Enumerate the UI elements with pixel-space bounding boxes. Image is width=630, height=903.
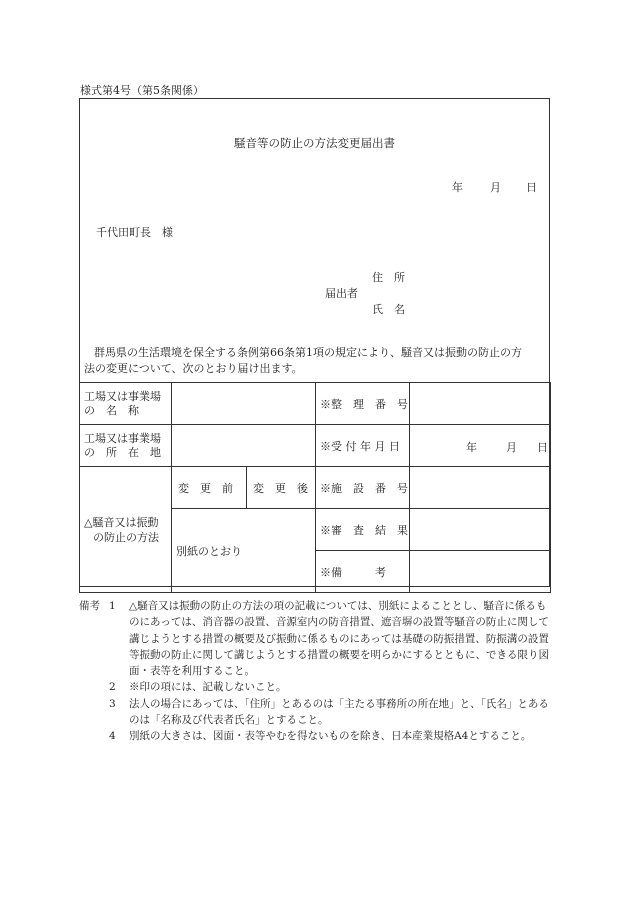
note-item: 4 別紙の大きさは、図面・表等やむを得ないものを除き、日本産業規格A4とすること。	[109, 730, 532, 743]
remarks-field	[410, 551, 551, 593]
ref-no-label: ※整 理 番 号	[316, 383, 410, 425]
received-date-field: 年 月 日	[410, 425, 551, 467]
form-table	[79, 382, 551, 593]
facility-name-field[interactable]	[172, 383, 316, 425]
note-item: 備考 1 △騒音又は振動の防止の方法の項の記載については、別紙によることとし、騒音に係るものにあっては、消音器の設置、音源室内の防音措置、遮音塀の設置等騒音の防止に関して講じようとする措置の概要及び振動に係るものにあっては基礎の防振措置、防振溝の設置等振動の防止に関して講じようとする措置の概要を明らかにするとともに、できる限り図面・表等を利用すること。	[79, 598, 554, 679]
attached-sheet-note: 別紙のとおり	[172, 509, 316, 593]
notes-heading: 備考	[79, 600, 100, 612]
remarks-label: ※備 考	[316, 551, 410, 593]
note-item: 3 法人の場合にあっては、「住所」とあるのは「主たる事務所の所在地」と、「氏名」とあるのは「名称及び代表者氏名」とすること。	[109, 697, 549, 727]
facility-no-field	[410, 467, 551, 509]
date-day: 日	[526, 181, 537, 194]
received-date-label: ※受 付 年 月 日	[316, 425, 410, 467]
form-title: 騒音等の防止の方法変更届出書	[234, 136, 395, 150]
notes-section	[79, 598, 554, 745]
facility-location-field[interactable]	[172, 425, 316, 467]
form-frame	[79, 98, 550, 587]
before-header: 変 更 前	[172, 467, 247, 509]
form-reference: 様式第4号（第5条関係）	[80, 84, 204, 97]
after-header: 変 更 後	[247, 467, 316, 509]
facility-name-label: 工場又は事業場 の 名 称	[80, 383, 172, 425]
review-result-field	[410, 509, 551, 551]
applicant-name-label: 氏 名	[372, 303, 405, 316]
date-year: 年	[452, 181, 463, 194]
applicant-address-label: 住 所	[372, 271, 405, 284]
applicant-label: 届出者	[325, 287, 358, 300]
facility-location-label: 工場又は事業場 の 所 在 地	[80, 425, 172, 467]
date-month: 月	[490, 181, 501, 194]
ref-no-field	[410, 383, 551, 425]
facility-no-label: ※施 設 番 号	[316, 467, 410, 509]
method-label: △騒音又は振動 の防止の方法	[80, 467, 172, 593]
note-item: 2 ※印の項には、記載しないこと。	[109, 681, 287, 694]
review-result-label: ※審 査 結 果	[316, 509, 410, 551]
statement-line-2: 法の変更について、次のとおり届け出ます。	[84, 362, 303, 375]
statement-line-1: 群馬県の生活環境を保全する条例第66条第1項の規定により、騒音又は振動の防止の方	[94, 346, 522, 359]
addressee: 千代田町長 様	[96, 226, 173, 239]
